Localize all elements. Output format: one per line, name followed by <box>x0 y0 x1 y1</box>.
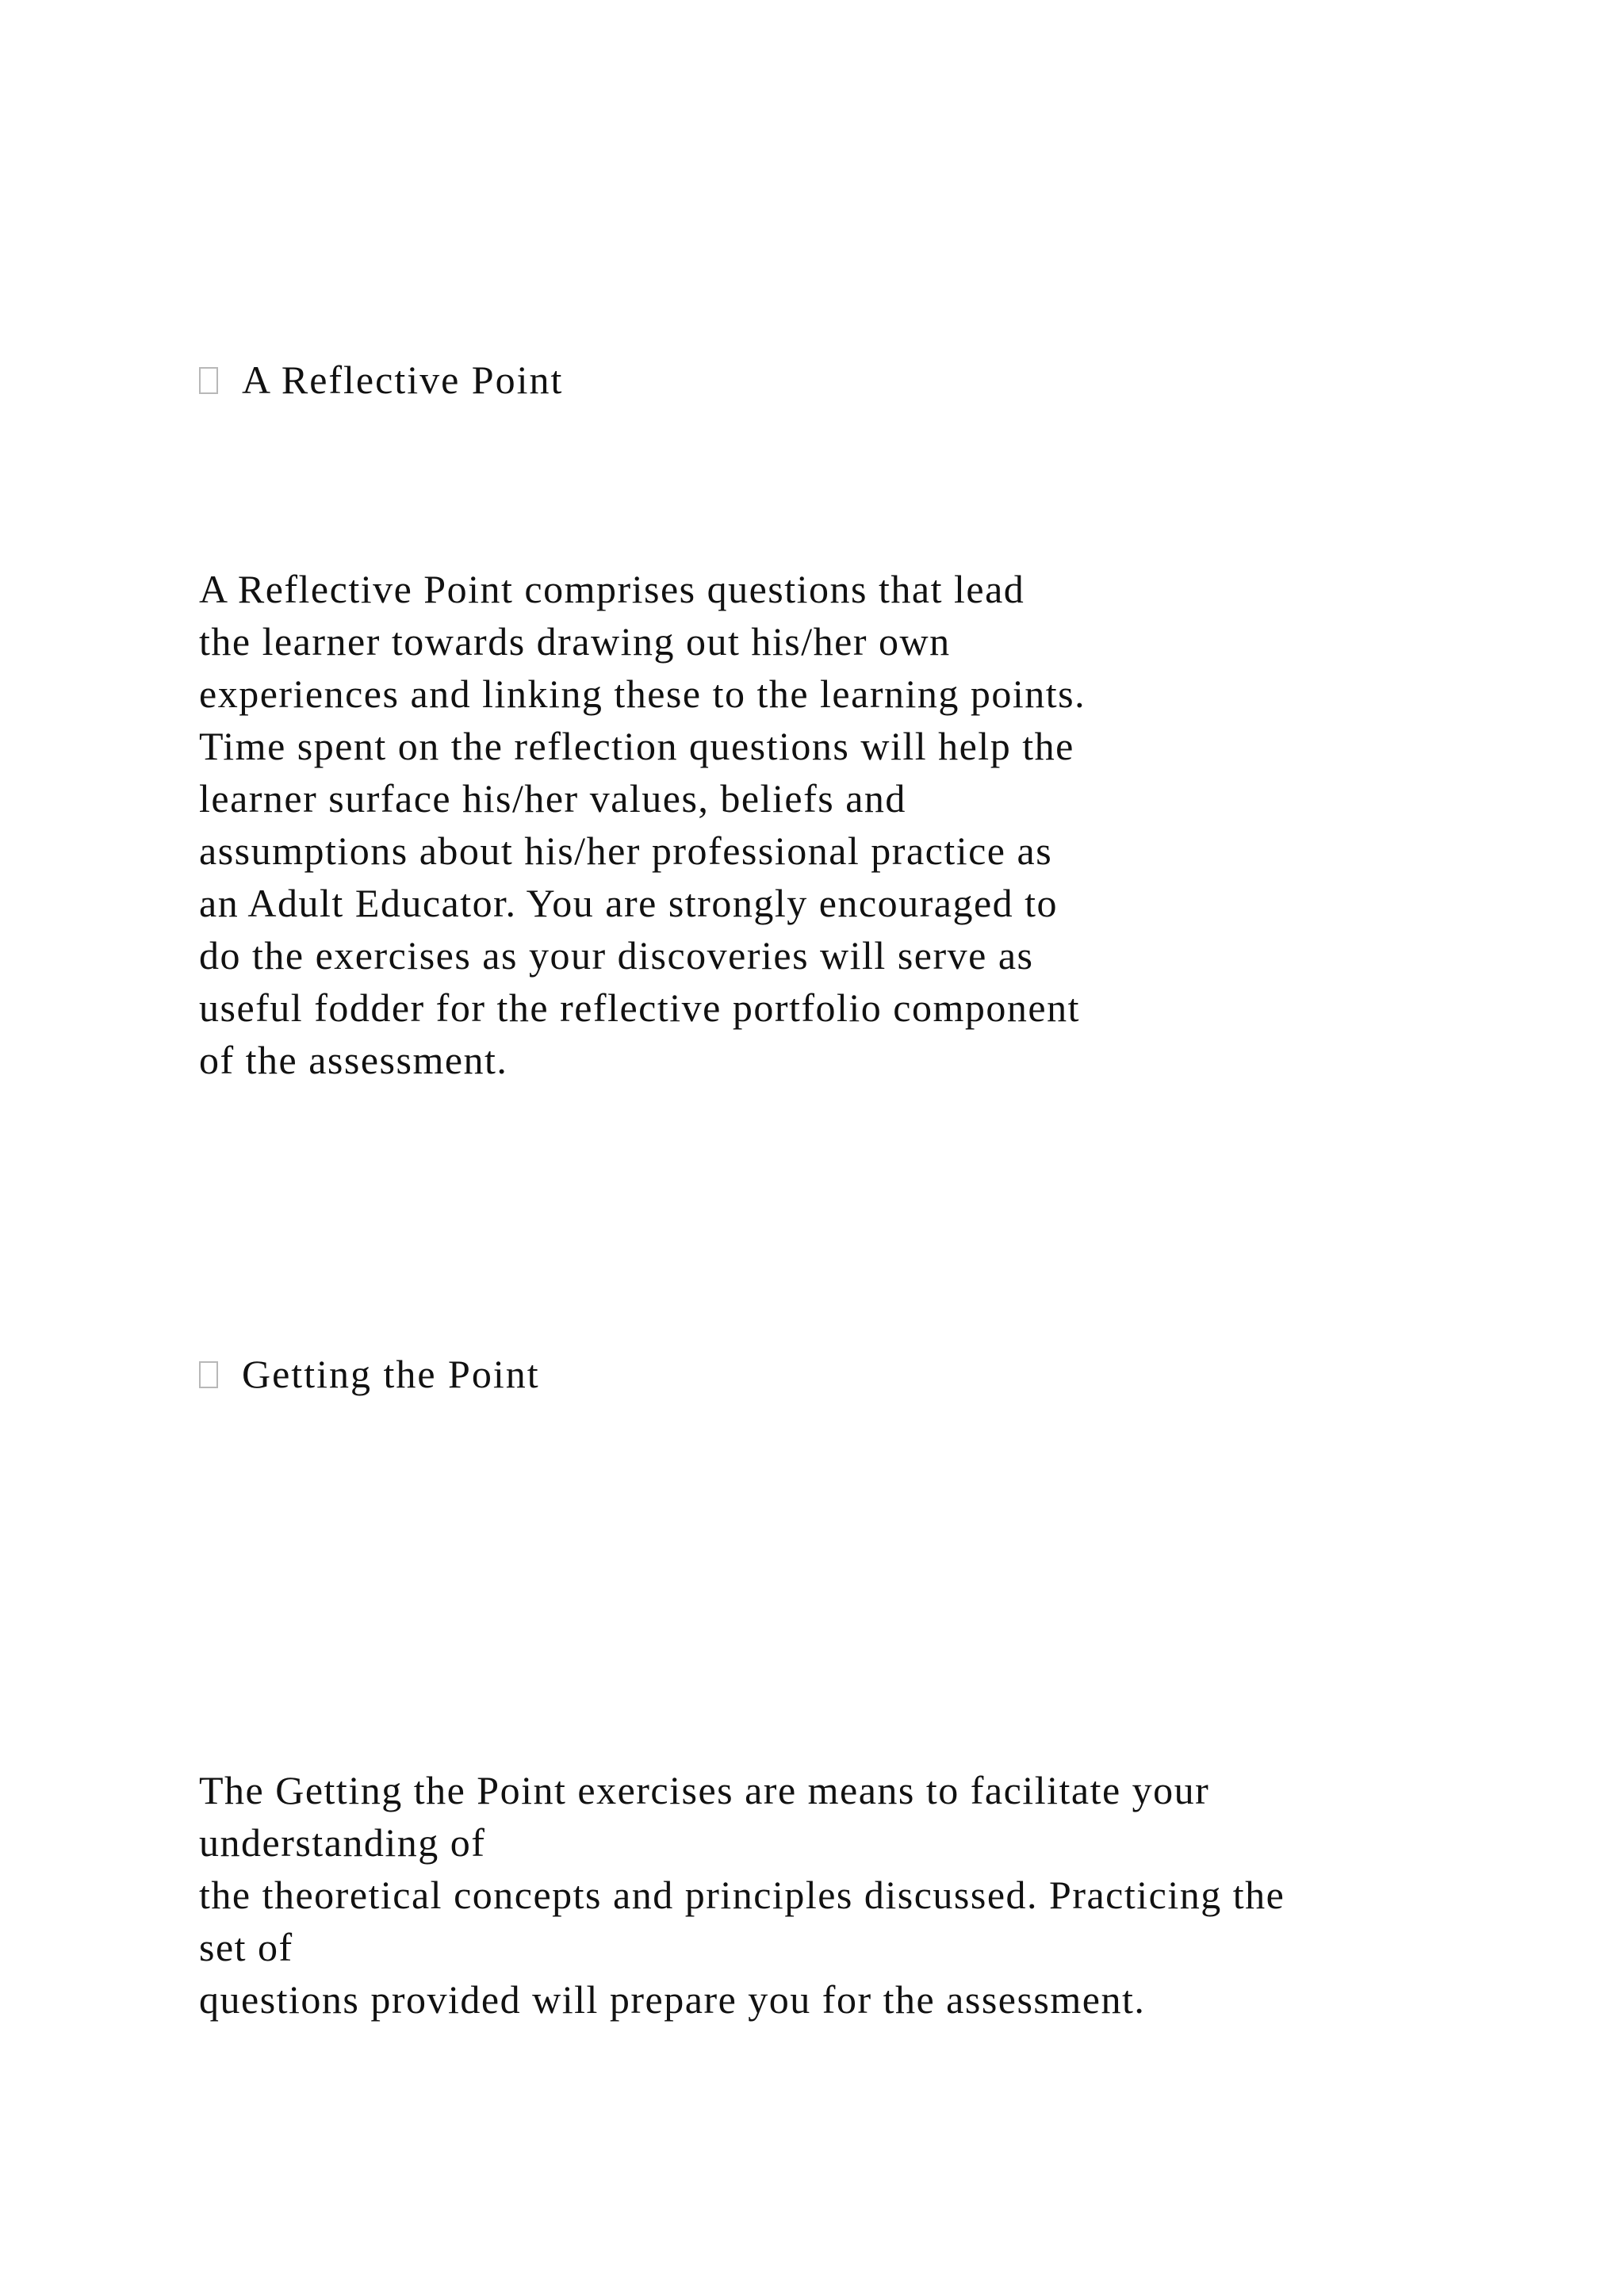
paragraph-line: do the exercises as your discoveries will serve as <box>199 933 1034 978</box>
heading-text: A Reflective Point <box>242 358 564 402</box>
missing-glyph-icon <box>199 367 218 394</box>
paragraph-line: an Adult Educator. You are strongly encouraged to <box>199 881 1059 925</box>
section-heading-reflective-point <box>199 360 563 400</box>
paragraph-line: A Reflective Point comprises questions that lead <box>199 567 1025 611</box>
paragraph-line: experiences and linking these to the learning points. <box>199 672 1086 716</box>
paragraph-line: of the assessment. <box>199 1038 508 1082</box>
paragraph-line: questions provided will prepare you for the assessment. <box>199 1977 1146 2022</box>
paragraph-getting-the-point <box>199 1764 1285 2026</box>
paragraph-line: Time spent on the reflection questions will help the <box>199 724 1074 768</box>
paragraph-reflective-point <box>199 563 1086 1086</box>
paragraph-line: useful fodder for the reflective portfolio component <box>199 985 1080 1030</box>
paragraph-line: learner surface his/her values, beliefs and <box>199 776 906 821</box>
paragraph-line: the learner towards drawing out his/her own <box>199 619 951 664</box>
missing-glyph-icon <box>199 1361 218 1388</box>
paragraph-line: assumptions about his/her professional practice as <box>199 828 1053 873</box>
paragraph-line: The Getting the Point exercises are means to facilitate your <box>199 1768 1210 1812</box>
heading-text: Getting the Point <box>242 1352 540 1396</box>
paragraph-line: the theoretical concepts and principles discussed. Practicing the <box>199 1873 1285 1917</box>
section-heading-getting-the-point <box>199 1354 540 1394</box>
paragraph-line: set of <box>199 1925 293 1969</box>
paragraph-line: understanding of <box>199 1820 486 1865</box>
